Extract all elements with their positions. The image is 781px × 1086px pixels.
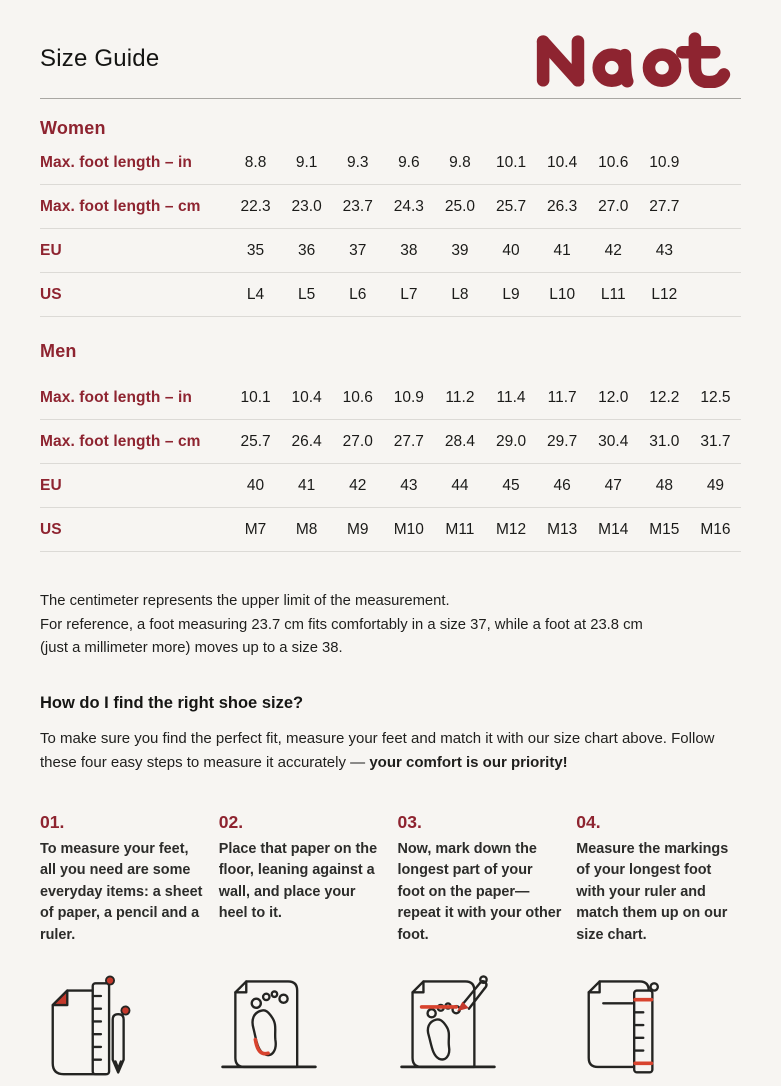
note-line: The centimeter represents the upper limit of the measurement. — [40, 593, 450, 609]
size-value: 25.0 — [444, 197, 476, 215]
step-3 — [398, 812, 563, 947]
size-value: L6 — [349, 285, 367, 303]
size-value: M10 — [393, 520, 424, 538]
size-value: 43 — [655, 241, 673, 259]
note-line: (just a millimeter more) moves up to a size 38. — [40, 640, 343, 656]
step-2-number: 02. — [218, 811, 244, 832]
page-header — [40, 0, 741, 88]
size-value: L9 — [502, 285, 520, 303]
size-value: 49 — [706, 476, 725, 494]
size-value: M15 — [649, 520, 680, 538]
size-value: 40 — [246, 476, 265, 494]
step-4 — [576, 812, 741, 947]
size-value: 45 — [502, 476, 520, 494]
size-value: 26.3 — [547, 197, 578, 215]
size-value: 9.6 — [398, 153, 420, 171]
size-table-row — [40, 420, 741, 464]
row-label: Max. foot length – cm — [40, 197, 201, 215]
size-value: 31.0 — [649, 432, 680, 450]
step-3-number: 03. — [397, 811, 422, 832]
size-value: M11 — [445, 520, 475, 538]
women-size-table — [40, 141, 741, 317]
size-value: 10.9 — [393, 388, 424, 406]
step-4-number: 04. — [576, 811, 601, 832]
size-value: 27.0 — [342, 432, 373, 450]
size-value: 10.6 — [598, 153, 629, 171]
row-label: US — [40, 285, 62, 303]
size-value: 22.3 — [240, 197, 271, 215]
size-value: 11.2 — [445, 388, 475, 406]
steps-grid — [40, 812, 741, 1083]
naot-logo — [527, 30, 741, 88]
size-value: 48 — [655, 476, 673, 494]
page-title: Size Guide — [40, 45, 160, 72]
men-size-table — [40, 376, 741, 552]
step-2 — [219, 812, 384, 947]
size-value: 24.3 — [393, 197, 424, 215]
size-value: 42 — [604, 241, 622, 259]
paper-ruler-measure-icon — [576, 970, 676, 1082]
size-value: 8.8 — [244, 153, 267, 171]
size-value: L4 — [246, 285, 265, 303]
size-value: L7 — [400, 285, 418, 303]
paper-footprint-heel-icon — [219, 970, 319, 1082]
size-value: 25.7 — [240, 432, 271, 450]
size-value: M12 — [495, 520, 527, 538]
size-table-row — [40, 376, 741, 420]
how-to-intro-emphasis: your comfort is our priority! — [369, 754, 568, 771]
how-to-intro — [40, 727, 732, 776]
row-label: EU — [40, 241, 62, 259]
size-table-row — [40, 464, 741, 508]
step-4-text: Measure the markings of your longest foot with your ruler and match them up on our size chart. — [576, 840, 729, 943]
size-value: 10.1 — [495, 153, 527, 171]
paper-footprint-pencil-mark-icon — [398, 970, 498, 1082]
row-label: Max. foot length – in — [40, 388, 192, 406]
size-value: M9 — [346, 520, 369, 538]
size-value: 10.4 — [291, 388, 322, 406]
size-value: 44 — [451, 476, 469, 494]
row-label: US — [40, 520, 62, 538]
size-value: 37 — [349, 241, 367, 259]
header-divider — [40, 98, 741, 99]
size-value: 42 — [349, 476, 367, 494]
size-value: 10.9 — [649, 153, 680, 171]
size-value: 23.7 — [342, 197, 373, 215]
size-value: M13 — [547, 520, 578, 538]
size-value: 26.4 — [291, 432, 322, 450]
size-value: L8 — [451, 285, 469, 303]
men-section-heading: Men — [40, 341, 77, 361]
size-value: 30.4 — [598, 432, 629, 450]
note-line: For reference, a foot measuring 23.7 cm fits comfortably in a size 37, while a foot at 23.8 cm — [40, 616, 643, 633]
size-value: 31.7 — [700, 432, 731, 450]
size-value: 29.7 — [547, 432, 578, 450]
size-value: 25.7 — [495, 197, 527, 215]
row-label: EU — [40, 476, 62, 494]
size-value: 11.7 — [547, 388, 577, 406]
size-value: L12 — [651, 285, 678, 303]
size-value: 40 — [502, 241, 520, 259]
size-value: 10.6 — [342, 388, 373, 406]
step-3-text: Now, mark down the longest part of your foot on the paper—repeat it with your other foot. — [397, 840, 562, 943]
size-value: 35 — [246, 241, 265, 259]
how-to-intro-text: To make sure you find the perfect fit, measure your feet and match it with our size chart above. Follow these four easy steps to measure it accurately — — [40, 729, 715, 771]
measurement-note — [40, 590, 741, 661]
size-table-row — [40, 141, 741, 185]
step-1 — [40, 812, 205, 947]
size-value: 47 — [604, 476, 622, 494]
size-value: 41 — [553, 241, 571, 259]
size-value: L5 — [298, 285, 316, 303]
size-value: 10.1 — [240, 388, 271, 406]
size-value: M14 — [598, 520, 629, 538]
women-section-heading: Women — [40, 118, 106, 138]
size-value: 41 — [298, 476, 316, 494]
size-table-row — [40, 229, 741, 273]
how-to-heading: How do I find the right shoe size? — [40, 693, 304, 712]
size-table-row — [40, 273, 741, 317]
size-value: 23.0 — [291, 197, 322, 215]
size-value: 27.0 — [598, 197, 629, 215]
size-value: 9.8 — [449, 153, 471, 171]
size-value: 12.2 — [649, 388, 680, 406]
size-value: 43 — [400, 476, 418, 494]
size-value: 39 — [451, 241, 469, 259]
size-value: 12.0 — [598, 388, 629, 406]
step-1-number: 01. — [40, 811, 65, 832]
size-value: 27.7 — [649, 197, 680, 215]
size-value: 27.7 — [393, 432, 424, 450]
size-value: 12.5 — [700, 388, 731, 406]
size-value: 38 — [400, 241, 418, 259]
row-label: Max. foot length – in — [40, 153, 192, 171]
size-value: 10.4 — [547, 153, 578, 171]
size-value: L11 — [600, 285, 626, 303]
size-value: 46 — [553, 476, 571, 494]
size-table-row — [40, 185, 741, 229]
size-value: L10 — [549, 285, 576, 303]
size-value: 9.3 — [346, 153, 369, 171]
step-1-text: To measure your feet, all you need are some everyday items: a sheet of paper, a pencil and a ruler. — [40, 840, 203, 943]
size-value: 9.1 — [295, 153, 318, 171]
size-value: 36 — [298, 241, 316, 259]
size-value: 28.4 — [444, 432, 476, 450]
size-value: 11.4 — [496, 388, 526, 406]
size-value: M16 — [700, 520, 731, 538]
size-value: 29.0 — [495, 432, 527, 450]
row-label: Max. foot length – cm — [40, 432, 201, 450]
step-2-text: Place that paper on the floor, leaning against a wall, and place your heel to it. — [218, 840, 378, 921]
size-value: M8 — [295, 520, 318, 538]
size-table-row — [40, 508, 741, 552]
naot-logo-icon — [527, 30, 741, 88]
paper-pencil-ruler-icon — [40, 970, 140, 1082]
size-value: M7 — [244, 520, 267, 538]
